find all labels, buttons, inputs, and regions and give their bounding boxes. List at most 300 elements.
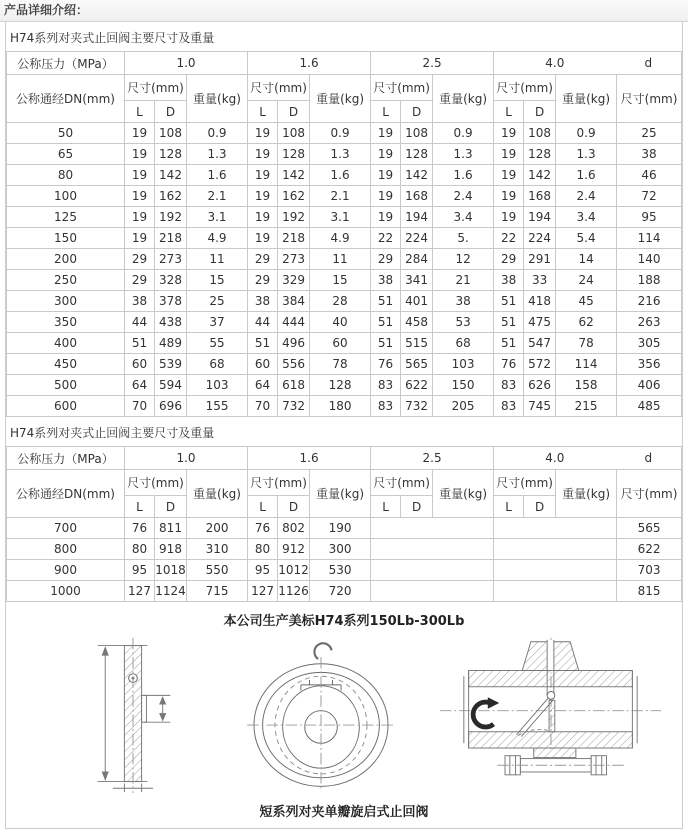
value-cell: 205 (433, 396, 494, 417)
d-column-label: d (644, 56, 653, 70)
size-weight-header-row (7, 75, 682, 101)
value-cell: 1124 (155, 581, 187, 602)
value-cell: 22 (371, 228, 401, 249)
dn-cell: 100 (7, 186, 125, 207)
value-cell: 489 (155, 333, 187, 354)
table-row (7, 312, 682, 333)
weight-label-cell: 重量(kg) (310, 75, 371, 123)
value-cell: 38 (617, 144, 682, 165)
value-cell: 108 (278, 123, 310, 144)
table-row (7, 581, 682, 602)
value-cell: 29 (248, 270, 278, 291)
table-row (7, 228, 682, 249)
value-cell: 76 (371, 354, 401, 375)
value-cell: 0.9 (433, 123, 494, 144)
value-cell: 458 (401, 312, 433, 333)
value-cell (494, 518, 617, 539)
value-cell: 46 (617, 165, 682, 186)
value-cell: 356 (617, 354, 682, 375)
value-cell: 38 (433, 291, 494, 312)
value-cell: 19 (248, 123, 278, 144)
value-cell: 2.4 (433, 186, 494, 207)
value-cell: 29 (125, 270, 155, 291)
value-cell: 530 (310, 560, 371, 581)
value-cell: 496 (278, 333, 310, 354)
value-cell: 224 (401, 228, 433, 249)
value-cell: 142 (155, 165, 187, 186)
pressure-header-row (7, 447, 682, 470)
size-label-cell: 尺寸(mm) (371, 470, 433, 496)
value-cell: 284 (401, 249, 433, 270)
value-cell: 3.1 (187, 207, 248, 228)
value-cell: 142 (524, 165, 556, 186)
value-cell: 19 (494, 186, 524, 207)
value-cell (371, 518, 494, 539)
pressure-group-4-and-d (494, 447, 682, 470)
value-cell: 550 (187, 560, 248, 581)
value-cell: 14 (556, 249, 617, 270)
value-cell: 103 (187, 375, 248, 396)
value-cell: 76 (248, 518, 278, 539)
drawings-section (6, 602, 682, 828)
value-cell: 745 (524, 396, 556, 417)
value-cell: 703 (617, 560, 682, 581)
value-cell: 305 (617, 333, 682, 354)
value-cell: 1.6 (310, 165, 371, 186)
value-cell: 720 (310, 581, 371, 602)
value-cell: 19 (371, 186, 401, 207)
value-cell: 1.6 (433, 165, 494, 186)
value-cell: 83 (494, 396, 524, 417)
value-cell: 194 (524, 207, 556, 228)
value-cell: 341 (401, 270, 433, 291)
size-label-cell: 尺寸(mm) (371, 75, 433, 101)
pressure-group-3: 2.5 (371, 52, 494, 75)
l-label-cell: L (494, 496, 524, 518)
value-cell: 0.9 (310, 123, 371, 144)
value-cell: 51 (494, 291, 524, 312)
value-cell: 142 (278, 165, 310, 186)
value-cell: 19 (248, 207, 278, 228)
value-cell: 19 (125, 123, 155, 144)
value-cell: 0.9 (187, 123, 248, 144)
table-row (7, 518, 682, 539)
value-cell: 0.9 (556, 123, 617, 144)
value-cell: 40 (310, 312, 371, 333)
table-row (7, 144, 682, 165)
value-cell: 802 (278, 518, 310, 539)
value-cell: 142 (401, 165, 433, 186)
l-label-cell: L (248, 496, 278, 518)
value-cell: 475 (524, 312, 556, 333)
value-cell: 2.4 (556, 186, 617, 207)
value-cell: 2.1 (187, 186, 248, 207)
d-label-cell: D (401, 496, 433, 518)
value-cell: 216 (617, 291, 682, 312)
size-label-cell: 尺寸(mm) (248, 470, 310, 496)
value-cell (371, 560, 494, 581)
value-cell: 594 (155, 375, 187, 396)
value-cell: 329 (278, 270, 310, 291)
table-row (7, 539, 682, 560)
value-cell: 19 (125, 186, 155, 207)
value-cell: 273 (155, 249, 187, 270)
value-cell: 556 (278, 354, 310, 375)
d-label-cell: D (278, 496, 310, 518)
pressure-header-row (7, 52, 682, 75)
d-size-label-cell: 尺寸(mm) (617, 470, 682, 518)
value-cell: 150 (433, 375, 494, 396)
value-cell: 95 (617, 207, 682, 228)
value-cell: 622 (401, 375, 433, 396)
value-cell: 95 (248, 560, 278, 581)
value-cell: 565 (401, 354, 433, 375)
l-label-cell: L (371, 101, 401, 123)
value-cell: 103 (433, 354, 494, 375)
value-cell: 539 (155, 354, 187, 375)
value-cell: 38 (125, 291, 155, 312)
value-cell: 310 (187, 539, 248, 560)
value-cell (494, 581, 617, 602)
value-cell: 80 (125, 539, 155, 560)
value-cell: 401 (401, 291, 433, 312)
value-cell: 128 (278, 144, 310, 165)
value-cell: 515 (401, 333, 433, 354)
value-cell: 192 (278, 207, 310, 228)
value-cell: 127 (125, 581, 155, 602)
table-row (7, 333, 682, 354)
value-cell: 444 (278, 312, 310, 333)
value-cell: 162 (278, 186, 310, 207)
table-row (7, 270, 682, 291)
l-label-cell: L (125, 101, 155, 123)
table-row (7, 123, 682, 144)
dn-cell: 65 (7, 144, 125, 165)
value-cell: 3.4 (556, 207, 617, 228)
size-label-cell: 尺寸(mm) (494, 75, 556, 101)
value-cell: 70 (125, 396, 155, 417)
value-cell: 24 (556, 270, 617, 291)
value-cell: 78 (310, 354, 371, 375)
value-cell: 38 (248, 291, 278, 312)
table-row (7, 354, 682, 375)
pressure-group-4-label: 4.0 (545, 56, 565, 70)
d-column-label: d (644, 451, 653, 465)
value-cell: 70 (248, 396, 278, 417)
value-cell: 60 (125, 354, 155, 375)
value-cell: 127 (248, 581, 278, 602)
dn-cell: 125 (7, 207, 125, 228)
value-cell: 68 (433, 333, 494, 354)
pressure-group-4-and-d (494, 52, 682, 75)
value-cell: 1.3 (556, 144, 617, 165)
value-cell: 19 (371, 144, 401, 165)
value-cell: 51 (125, 333, 155, 354)
value-cell: 696 (155, 396, 187, 417)
value-cell: 29 (371, 249, 401, 270)
value-cell: 44 (248, 312, 278, 333)
dn-cell: 80 (7, 165, 125, 186)
page-header (0, 0, 688, 22)
value-cell: 565 (617, 518, 682, 539)
value-cell: 29 (125, 249, 155, 270)
value-cell: 626 (524, 375, 556, 396)
value-cell: 44 (125, 312, 155, 333)
value-cell: 68 (187, 354, 248, 375)
d-label-cell: D (155, 496, 187, 518)
value-cell: 108 (524, 123, 556, 144)
dn-cell: 900 (7, 560, 125, 581)
value-cell: 2.1 (310, 186, 371, 207)
value-cell: 715 (187, 581, 248, 602)
pressure-label-cell: 公称压力（MPa） (7, 447, 125, 470)
table-row (7, 560, 682, 581)
weight-label-cell: 重量(kg) (310, 470, 371, 518)
value-cell: 29 (248, 249, 278, 270)
dn-cell: 1000 (7, 581, 125, 602)
table-row (7, 186, 682, 207)
value-cell: 918 (155, 539, 187, 560)
table-row (7, 165, 682, 186)
value-cell: 418 (524, 291, 556, 312)
value-cell: 62 (556, 312, 617, 333)
table-row (7, 375, 682, 396)
l-label-cell: L (125, 496, 155, 518)
value-cell: 263 (617, 312, 682, 333)
value-cell: 19 (371, 123, 401, 144)
content-box (5, 22, 683, 829)
value-cell: 83 (494, 375, 524, 396)
value-cell: 19 (494, 144, 524, 165)
value-cell: 155 (187, 396, 248, 417)
value-cell: 55 (187, 333, 248, 354)
pressure-label-cell: 公称压力（MPa） (7, 52, 125, 75)
value-cell: 128 (401, 144, 433, 165)
size-label-cell: 尺寸(mm) (248, 75, 310, 101)
spec-table-1 (6, 51, 682, 417)
dn-cell: 250 (7, 270, 125, 291)
value-cell: 19 (248, 165, 278, 186)
d-label-cell: D (524, 496, 556, 518)
value-cell: 4.9 (187, 228, 248, 249)
value-cell: 1.3 (310, 144, 371, 165)
value-cell: 378 (155, 291, 187, 312)
value-cell: 19 (494, 123, 524, 144)
value-cell: 438 (155, 312, 187, 333)
value-cell: 300 (310, 539, 371, 560)
value-cell: 78 (556, 333, 617, 354)
value-cell: 572 (524, 354, 556, 375)
value-cell: 384 (278, 291, 310, 312)
value-cell: 51 (371, 291, 401, 312)
value-cell: 28 (310, 291, 371, 312)
value-cell: 1018 (155, 560, 187, 581)
value-cell: 547 (524, 333, 556, 354)
size-label-cell: 尺寸(mm) (125, 470, 187, 496)
value-cell: 19 (371, 165, 401, 186)
dn-label-cell: 公称通经DN(mm) (7, 470, 125, 518)
value-cell: 11 (310, 249, 371, 270)
value-cell: 51 (494, 312, 524, 333)
value-cell: 1.3 (187, 144, 248, 165)
value-cell: 25 (617, 123, 682, 144)
d-label-cell: D (401, 101, 433, 123)
value-cell: 1126 (278, 581, 310, 602)
value-cell: 29 (494, 249, 524, 270)
value-cell: 485 (617, 396, 682, 417)
pressure-group-1: 1.0 (125, 52, 248, 75)
dn-cell: 600 (7, 396, 125, 417)
dn-cell: 200 (7, 249, 125, 270)
value-cell: 80 (248, 539, 278, 560)
value-cell: 64 (248, 375, 278, 396)
spec-table-1-body (7, 123, 682, 417)
d-label-cell: D (278, 101, 310, 123)
value-cell (494, 560, 617, 581)
size-weight-header-row (7, 470, 682, 496)
value-cell: 912 (278, 539, 310, 560)
value-cell: 128 (524, 144, 556, 165)
table-row (7, 207, 682, 228)
l-label-cell: L (371, 496, 401, 518)
value-cell: 190 (310, 518, 371, 539)
value-cell: 83 (371, 396, 401, 417)
pressure-group-2: 1.6 (248, 447, 371, 470)
value-cell: 51 (371, 333, 401, 354)
value-cell: 95 (125, 560, 155, 581)
value-cell: 811 (155, 518, 187, 539)
swing-check-valve-drawing (433, 636, 668, 794)
table-row (7, 396, 682, 417)
value-cell: 406 (617, 375, 682, 396)
value-cell: 218 (278, 228, 310, 249)
value-cell: 51 (494, 333, 524, 354)
value-cell: 3.4 (433, 207, 494, 228)
value-cell: 19 (248, 186, 278, 207)
dn-cell: 350 (7, 312, 125, 333)
pressure-group-1: 1.0 (125, 447, 248, 470)
value-cell: 815 (617, 581, 682, 602)
value-cell: 114 (556, 354, 617, 375)
value-cell: 38 (371, 270, 401, 291)
value-cell: 158 (556, 375, 617, 396)
table-row (7, 249, 682, 270)
value-cell: 4.9 (310, 228, 371, 249)
value-cell: 11 (187, 249, 248, 270)
value-cell: 19 (125, 228, 155, 249)
value-cell: 76 (125, 518, 155, 539)
value-cell: 72 (617, 186, 682, 207)
value-cell: 33 (524, 270, 556, 291)
value-cell: 108 (155, 123, 187, 144)
value-cell: 291 (524, 249, 556, 270)
value-cell: 19 (494, 165, 524, 186)
drawings-bottom-caption: 短系列对夹单瓣旋启式止回阀 (259, 805, 429, 820)
value-cell: 128 (310, 375, 371, 396)
value-cell: 328 (155, 270, 187, 291)
value-cell: 38 (494, 270, 524, 291)
wafer-section-drawing (58, 636, 208, 794)
value-cell: 60 (248, 354, 278, 375)
value-cell: 732 (278, 396, 310, 417)
value-cell: 114 (617, 228, 682, 249)
weight-label-cell: 重量(kg) (433, 470, 494, 518)
value-cell: 1.3 (433, 144, 494, 165)
table-row (7, 291, 682, 312)
size-label-cell: 尺寸(mm) (125, 75, 187, 101)
value-cell: 60 (310, 333, 371, 354)
l-label-cell: L (248, 101, 278, 123)
value-cell: 15 (187, 270, 248, 291)
d-size-label-cell: 尺寸(mm) (617, 75, 682, 123)
value-cell: 64 (125, 375, 155, 396)
value-cell: 162 (155, 186, 187, 207)
dn-cell: 50 (7, 123, 125, 144)
dn-cell: 700 (7, 518, 125, 539)
weight-label-cell: 重量(kg) (556, 75, 617, 123)
value-cell: 194 (401, 207, 433, 228)
value-cell: 3.1 (310, 207, 371, 228)
value-cell: 1012 (278, 560, 310, 581)
weight-label-cell: 重量(kg) (187, 75, 248, 123)
value-cell: 218 (155, 228, 187, 249)
value-cell: 732 (401, 396, 433, 417)
drawings-row (6, 633, 682, 795)
weight-label-cell: 重量(kg) (187, 470, 248, 518)
value-cell: 51 (248, 333, 278, 354)
value-cell: 83 (371, 375, 401, 396)
value-cell: 140 (617, 249, 682, 270)
pressure-group-3: 2.5 (371, 447, 494, 470)
value-cell (371, 539, 494, 560)
value-cell: 180 (310, 396, 371, 417)
value-cell: 25 (187, 291, 248, 312)
value-cell: 224 (524, 228, 556, 249)
value-cell: 1.6 (187, 165, 248, 186)
value-cell: 188 (617, 270, 682, 291)
value-cell: 5. (433, 228, 494, 249)
value-cell: 192 (155, 207, 187, 228)
value-cell: 19 (248, 228, 278, 249)
page-header-label: 产品详细介绍： (4, 3, 89, 17)
value-cell: 108 (401, 123, 433, 144)
pressure-group-4-label: 4.0 (545, 451, 565, 465)
weight-label-cell: 重量(kg) (433, 75, 494, 123)
value-cell: 168 (524, 186, 556, 207)
value-cell: 22 (494, 228, 524, 249)
value-cell: 128 (155, 144, 187, 165)
value-cell: 1.6 (556, 165, 617, 186)
d-label-cell: D (155, 101, 187, 123)
value-cell: 19 (248, 144, 278, 165)
table1-title: H74系列对夹式止回阀主要尺寸及重量 (10, 31, 215, 45)
dn-cell: 300 (7, 291, 125, 312)
weight-label-cell: 重量(kg) (556, 470, 617, 518)
drawings-top-caption: 本公司生产美标H74系列150Lb-300Lb (223, 614, 465, 629)
value-cell: 15 (310, 270, 371, 291)
value-cell: 5.4 (556, 228, 617, 249)
value-cell: 53 (433, 312, 494, 333)
value-cell: 51 (371, 312, 401, 333)
dn-label-cell: 公称通经DN(mm) (7, 75, 125, 123)
value-cell: 200 (187, 518, 248, 539)
wafer-front-view-drawing (216, 636, 426, 794)
value-cell: 618 (278, 375, 310, 396)
value-cell (371, 581, 494, 602)
value-cell: 21 (433, 270, 494, 291)
dn-cell: 500 (7, 375, 125, 396)
value-cell: 622 (617, 539, 682, 560)
